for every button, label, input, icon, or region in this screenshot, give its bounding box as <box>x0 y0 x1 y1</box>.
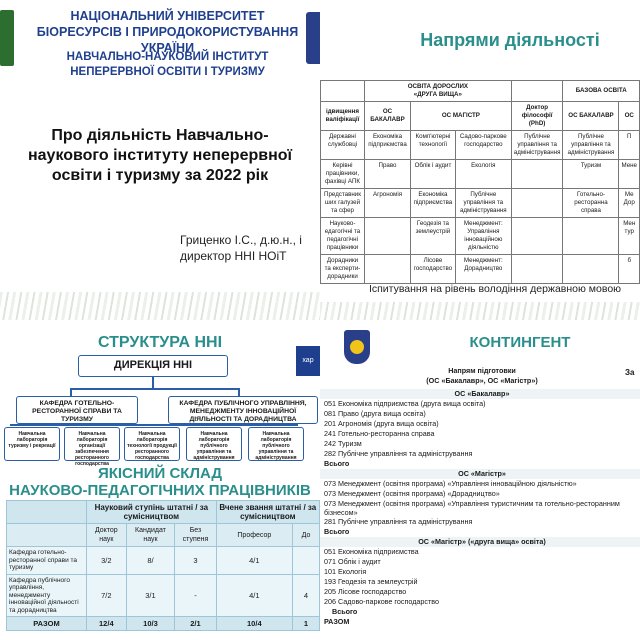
list-item: 071 Облік і аудит <box>324 557 381 566</box>
author-block <box>180 232 320 264</box>
dept-public-admin-box: КАФЕДРА ПУБЛІЧНОГО УПРАВЛІННЯ, МЕНЕДЖМЕНТУ ІННОВАЦІЙНОЇ ДІЯЛЬНОСТІ ТА ДОРАДНИЦТВА <box>168 396 318 424</box>
decorative-grass <box>0 292 320 320</box>
dept-hospitality-box: КАФЕДРА ГОТЕЛЬНО-РЕСТОРАННОЇ СПРАВИ ТА ТУРИЗМУ <box>16 396 138 424</box>
table-row: Представник ших галузей та сфер Агрономія Економіка підприємства Публічне управління та адміністрування Готельно-ресторанна справа Ме Дор <box>321 189 640 218</box>
list-header-line1: Напрям підготовки <box>448 366 516 375</box>
list-item: 241 Готельно-ресторанна справа <box>324 429 435 438</box>
section-bachelor: ОС «Бакалавр» <box>320 389 640 399</box>
adult-education-header: ОСВІТА ДОРОСЛИХ <box>407 83 469 90</box>
table-row: Державні службовці Економіка підприємства Комп'ютерні технології Садово-паркове господарство Публічне управління та адміністрування Публічне управління та адміністрування П <box>321 131 640 160</box>
list-header-line2: (ОС «Бакалавр», ОС «Магістр») <box>426 376 538 385</box>
lab-public-admin-box: Навчальна лабораторія публічного управління та адміністрування <box>186 427 242 461</box>
list-item: 073 Менеджмент (освітня програма) «Управління інноваційною діяльністю» <box>324 479 577 488</box>
section-master: ОС «Магістр» <box>320 469 640 479</box>
lab-restaurant-tech-box: Навчальна лабораторія технології продукції ресторанного господарства <box>124 427 180 461</box>
directorate-box: ДИРЕКЦІЯ ННІ <box>78 355 228 377</box>
connector-line <box>70 388 240 390</box>
second-higher-header: «ДРУГА ВИЩА» <box>413 91 462 98</box>
list-item: 193 Геодезія та землеустрій <box>324 577 418 586</box>
list-item: 206 Садово-паркове господарство <box>324 597 440 606</box>
subtotal-row: Всього <box>324 527 350 536</box>
col-qualification: ідвищення валіфікації <box>321 102 365 131</box>
table-header-row: Доктор наук Кандидат наук Без ступеня Професор До <box>7 524 320 547</box>
side-tab: хар <box>296 346 320 376</box>
decorative-grass <box>320 302 640 320</box>
section-master-second: ОС «Магістр» («друга вища» освіта) <box>320 537 640 547</box>
list-item: 073 Менеджмент (освітня програма) «Дорадництво» <box>324 489 500 498</box>
structure-slide <box>0 320 320 640</box>
list-item: 073 Менеджмент (освітня програма) «Управління туристичним та готельно-ресторанним бізнесом» <box>324 499 620 517</box>
sun-emblem-icon <box>350 340 364 354</box>
list-item: 201 Агрономія (друга вища освіта) <box>324 419 439 428</box>
col-phd: Доктор філософії (PhD) <box>511 102 563 131</box>
table-header-row <box>321 102 640 131</box>
author-name: Гриценко І.С., д.ю.н., і <box>180 233 302 247</box>
table-group-row <box>7 501 320 524</box>
table-total-row: РАЗОМ 12/4 10/3 2/1 10/4 1 <box>7 617 320 631</box>
list-item: 101 Екологія <box>324 567 367 576</box>
degree-group-header: Науковий ступінь штатні / за сумісництвом <box>87 501 217 524</box>
language-test-note: Іспитування на рівень володіння державною мовою <box>368 283 622 295</box>
list-item: 282 Публічне управління та адміністрування <box>324 449 473 458</box>
contingent-slide <box>320 320 640 640</box>
col-bachelor: ОС БАКАЛАВР <box>365 102 411 131</box>
table-row: Науково-едагогічні та педагогічні працівники Геодезія та землеустрій Менеджмент: Управління інноваційною діяльністю Мен тур <box>321 218 640 255</box>
institute-name: НАВЧАЛЬНО-НАУКОВИЙ ІНСТИТУТ НЕПЕРЕРВНОЇ ОСВІТИ І ТУРИЗМУ <box>66 51 269 78</box>
connector-line <box>238 388 240 396</box>
lab-tourism-box: Навчальна лабораторія туризму і рекреації <box>4 427 60 461</box>
connector-line <box>10 424 298 426</box>
list-item: 205 Лісове господарство <box>324 587 407 596</box>
col-bachelor-basic: ОС БАКАЛАВР <box>563 102 619 131</box>
list-item: 051 Економіка підприємства (друга вища освіта) <box>324 399 486 408</box>
institute-logo-icon <box>344 330 370 364</box>
staff-table <box>6 500 320 631</box>
staff-title-line1: ЯКІСНИЙ СКЛАД <box>97 465 223 482</box>
contingent-list <box>320 360 640 627</box>
directions-slide <box>320 0 640 320</box>
list-item: 051 Економіка підприємства <box>324 547 419 556</box>
author-position: директор ННІ НОіТ <box>180 249 287 263</box>
institute-logo-icon <box>306 12 320 64</box>
count-column-header: За <box>625 368 635 377</box>
report-title: Про діяльність Навчально-наукового інституту неперервної освіти і туризму за 2022 рік <box>27 127 293 184</box>
lab-restaurant-supply-box: Навчальна лабораторія організації забезпечення ресторанного господарства <box>64 427 120 461</box>
list-item: 242 Туризм <box>324 439 362 448</box>
table-row: Керівні працівники, фахівці АПК Право Облік і аудит Екологія Туризм Мене <box>321 160 640 189</box>
structure-title: СТРУКТУРА ННІ <box>97 334 223 351</box>
connector-line <box>70 388 72 396</box>
title-group-header: Вчене звання штатні / за сумісництвом <box>216 501 319 524</box>
list-item: 281 Публічне управління та адміністрування <box>324 517 473 526</box>
staff-title-line2: НАУКОВО-ПЕДАГОГІЧНИХ ПРАЦІВНИКІВ <box>9 482 311 499</box>
table-row: Дорадники та експерти-дорадники Лісове господарство Менеджмент: Дорадництво б <box>321 255 640 284</box>
col-os: ОС <box>619 102 640 131</box>
list-item: 081 Право (друга вища освіта) <box>324 409 426 418</box>
subtotal-row: Всього <box>324 459 350 468</box>
table-row: Кафедра публічного управління, менеджменту інноваційної діяльності та дорадництва 7/2 3/1 - 4/1 4 <box>7 574 320 617</box>
table-row: Кафедра готельно-ресторанної справи та туризму 3/2 8/ 3 4/1 <box>7 547 320 575</box>
directions-table <box>320 80 640 284</box>
university-logo-icon <box>0 10 14 66</box>
university-name: НАЦІОНАЛЬНИЙ УНІВЕРСИТЕТ БІОРЕСУРСІВ І ПРИРОДОКОРИСТУВАННЯ УКРАЇНИ <box>36 9 299 55</box>
directions-title: Напрями діяльності <box>420 30 600 50</box>
basic-education-header: БАЗОВА ОСВІТА <box>563 81 640 102</box>
lab-public-admin-box-2: Навчальна лабораторія публічного управління та адміністрування <box>248 427 304 461</box>
contingent-title: КОНТИНГЕНТ <box>469 334 571 351</box>
grand-total-row: РАЗОМ <box>324 617 350 626</box>
col-master: ОС МАГІСТР <box>411 102 512 131</box>
title-slide <box>0 0 320 320</box>
table-group-row <box>321 81 640 102</box>
subtotal-row: Всього <box>332 607 358 616</box>
